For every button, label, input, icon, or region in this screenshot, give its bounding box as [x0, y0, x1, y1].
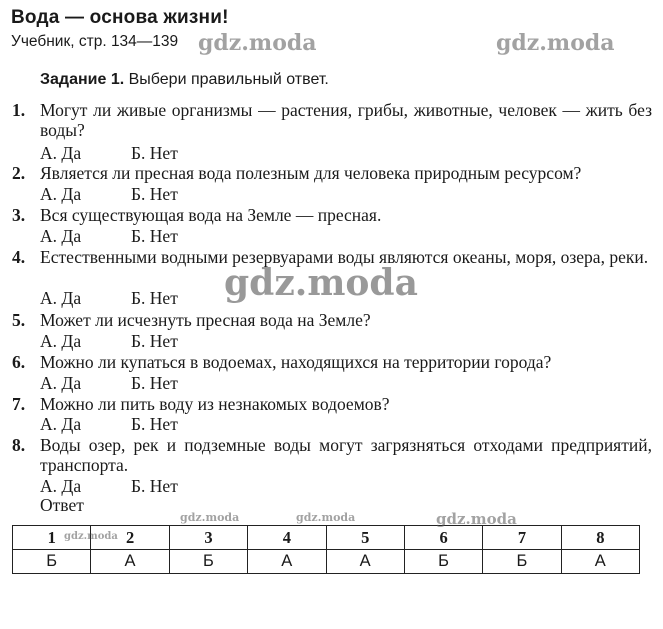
option-b: Б. Нет [131, 331, 178, 351]
answer-number-cell: 5 [326, 526, 404, 550]
question-number: 1. [12, 100, 26, 120]
watermark: gdz.moda [180, 511, 240, 524]
question-number: 2. [12, 163, 26, 183]
task-text: Выбери правильный ответ. [128, 71, 329, 88]
question-text: Является ли пресная вода полезным для человека природным ресурсом? [40, 163, 582, 183]
option-a: А. Да [40, 331, 82, 351]
answer-number-cell: 1 [13, 526, 91, 550]
answer-number-cell: 2 [91, 526, 169, 550]
answer-table-values-row [13, 550, 640, 574]
option-a: А. Да [40, 288, 82, 308]
answer-value-cell: Б [169, 550, 247, 574]
option-a: А. Да [40, 414, 82, 434]
answer-value-cell: А [91, 550, 169, 574]
question-number: 6. [12, 352, 26, 372]
page-title: Вода — основа жизни! [11, 7, 229, 28]
question-number: 4. [12, 247, 26, 267]
option-a: А. Да [40, 373, 82, 393]
answer-value-cell: Б [483, 550, 561, 574]
answer-value-cell: А [248, 550, 326, 574]
answer-value-cell: Б [13, 550, 91, 574]
option-b: Б. Нет [131, 184, 178, 204]
option-b: Б. Нет [131, 373, 178, 393]
answer-label: Ответ [40, 495, 84, 515]
question-number: 3. [12, 205, 26, 225]
answer-value-cell: Б [404, 550, 482, 574]
watermark: gdz.moda [224, 262, 418, 304]
answer-value-cell: А [561, 550, 639, 574]
question-text: Можно ли купаться в водоемах, находящихся на территории города? [40, 352, 552, 372]
answer-number-cell: 4 [248, 526, 326, 550]
answer-table [12, 525, 640, 574]
option-a: А. Да [40, 226, 82, 246]
question-number: 5. [12, 310, 26, 330]
answer-value-cell: А [326, 550, 404, 574]
option-a: А. Да [40, 184, 82, 204]
option-a: А. Да [40, 476, 82, 496]
option-b: Б. Нет [131, 143, 178, 163]
question-number: 7. [12, 394, 26, 414]
answer-table-header-row [13, 526, 640, 550]
answer-number-cell: 7 [483, 526, 561, 550]
question-text: Вся существующая вода на Земле — пресная. [40, 205, 382, 225]
question-text: Может ли исчезнуть пресная вода на Земле? [40, 310, 371, 330]
answer-number-cell: 3 [169, 526, 247, 550]
watermark: gdz.moda [496, 30, 615, 56]
task-heading [40, 71, 329, 89]
watermark: gdz.moda [436, 510, 517, 528]
question-text: Естественными водными резервуарами воды являются океаны, моря, озера, реки. [40, 247, 649, 267]
option-b: Б. Нет [131, 226, 178, 246]
watermark: gdz.moda [296, 511, 356, 524]
question-text: Могут ли живые организмы — растения, грибы, животные, человек — жить без воды? [40, 100, 652, 140]
page-subtitle: Учебник, стр. 134—139 [11, 33, 179, 50]
answer-number-cell: 8 [561, 526, 639, 550]
option-b: Б. Нет [131, 476, 178, 496]
option-a: А. Да [40, 143, 82, 163]
task-label: Задание 1. [40, 71, 125, 88]
watermark: gdz.moda [198, 30, 317, 56]
option-b: Б. Нет [131, 414, 178, 434]
question-text: Воды озер, рек и подземные воды могут загрязняться отходами предприятий, транспорта. [40, 435, 652, 475]
watermark: gdz.moda [64, 531, 118, 542]
answer-number-cell: 6 [404, 526, 482, 550]
question-text: Можно ли пить воду из незнакомых водоемов? [40, 394, 390, 414]
option-b: Б. Нет [131, 288, 178, 308]
question-number: 8. [12, 435, 26, 455]
